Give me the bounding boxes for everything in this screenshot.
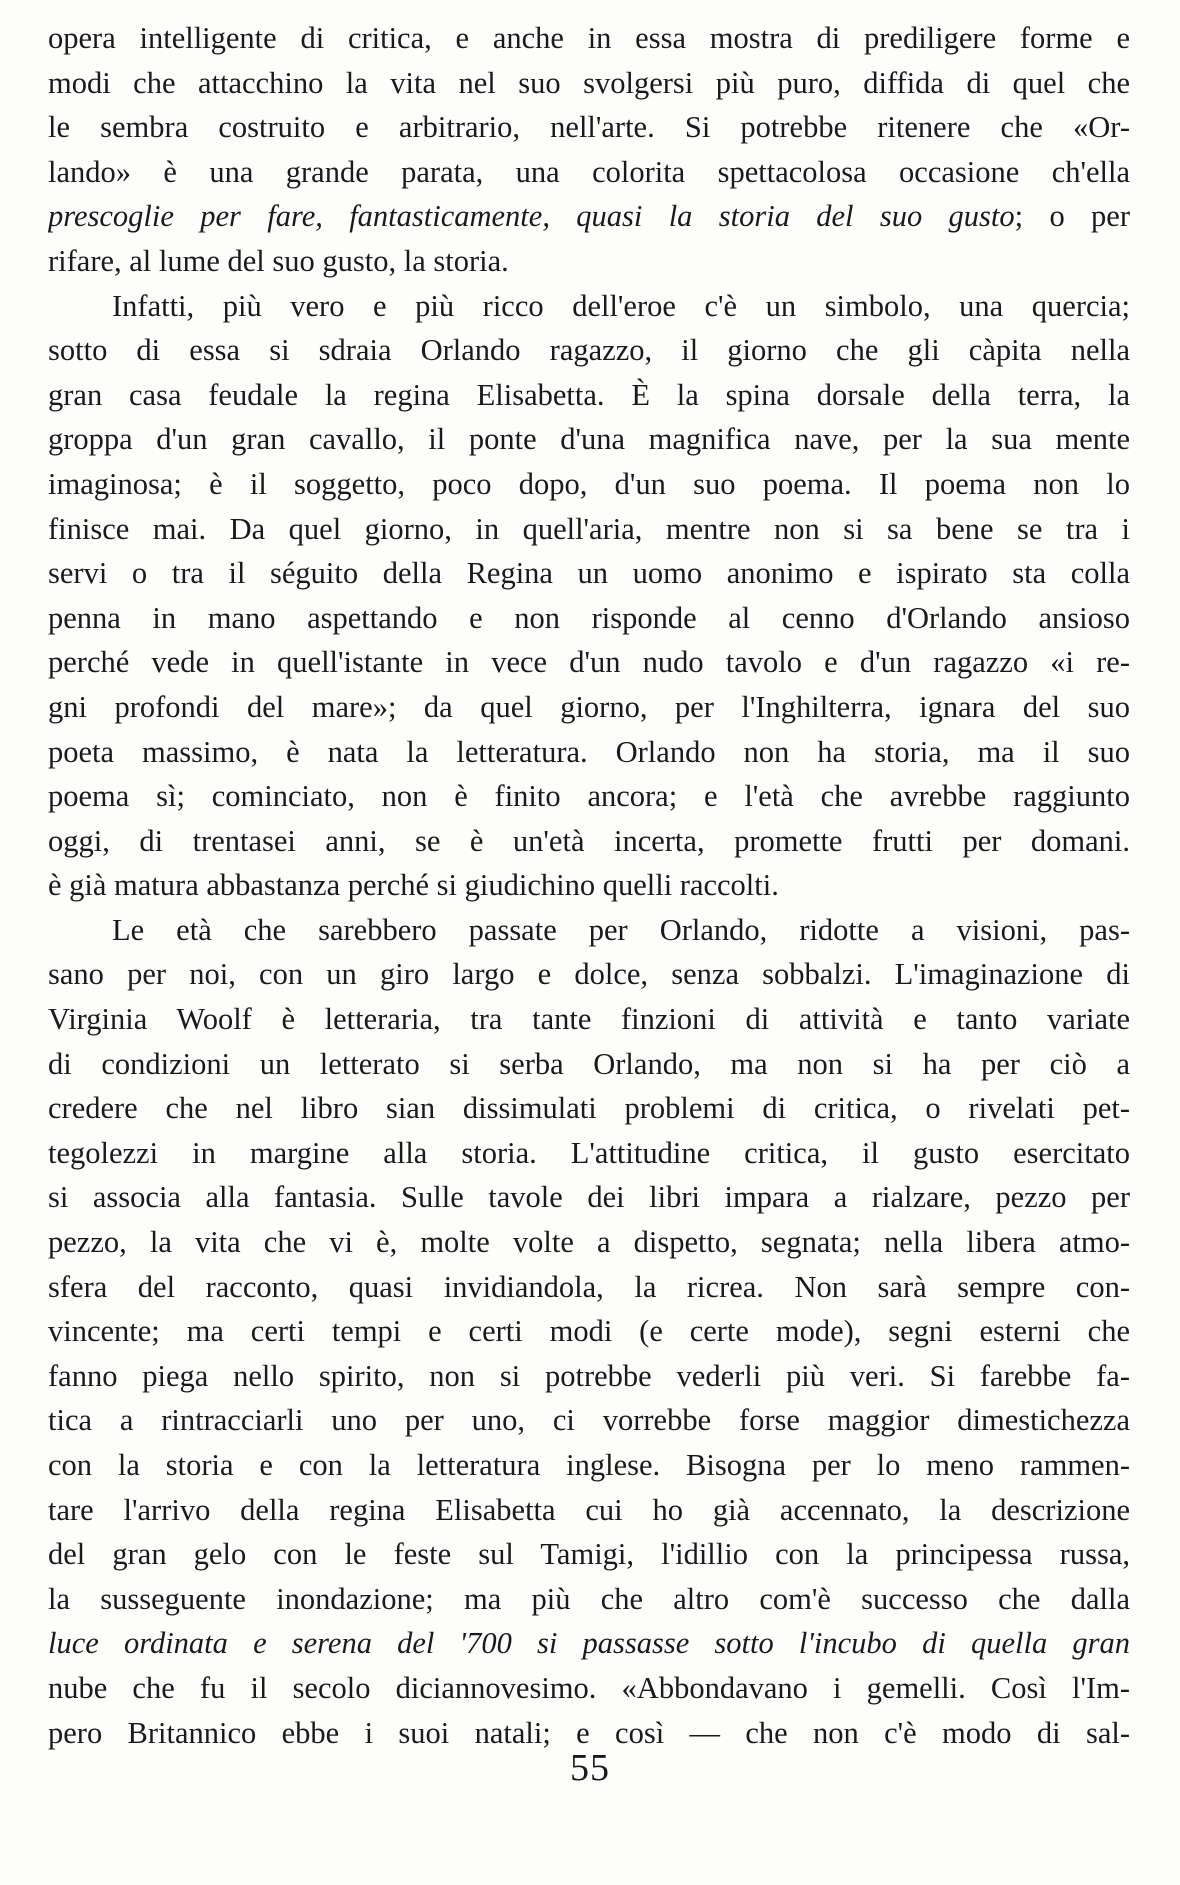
text-line: pezzo, la vita che vi è, molte volte a dispetto, segnata; nella libera atmo-: [48, 1225, 1130, 1260]
text-line: perché vede in quell'istante in vece d'un nudo tavolo e d'un ragazzo «i re-: [48, 645, 1130, 680]
text-line: servi o tra il séguito della Regina un uomo anonimo e ispirato sta colla: [48, 556, 1130, 591]
text-line: tegolezzi in margine alla storia. L'attitudine critica, il gusto esercitato: [48, 1135, 1130, 1170]
text-line: le sembra costruito e arbitrario, nell'arte. Si potrebbe ritenere che «Or-: [48, 110, 1130, 145]
text-line: si associa alla fantasia. Sulle tavole dei libri impara a rialzare, pezzo per: [48, 1180, 1130, 1215]
page-number: 55: [570, 1747, 610, 1789]
italic-phrase: luce ordinata e serena del '700 si passasse sotto l'incubo di quella gran: [48, 1626, 1130, 1661]
text-line: del gran gelo con le feste sul Tamigi, l'idillio con la principessa russa,: [48, 1537, 1130, 1572]
text-line: poeta massimo, è nata la letteratura. Orlando non ha storia, ma il suo: [48, 734, 1130, 769]
text-line: tare l'arrivo della regina Elisabetta cui ho già accennato, la descrizione: [48, 1492, 1130, 1527]
text-line-italic-mixed: [48, 194, 1130, 239]
text-line: credere che nel libro sian dissimulati problemi di critica, o rivelati pet-: [48, 1091, 1130, 1126]
text-line: groppa d'un gran cavallo, il ponte d'una magnifica nave, per la sua mente: [48, 422, 1130, 457]
text-line: di condizioni un letterato si serba Orlando, ma non si ha per ciò a: [48, 1046, 1130, 1081]
text-line: gni profondi del mare»; da quel giorno, per l'Inghilterra, ignara del suo: [48, 689, 1130, 724]
text-line: opera intelligente di critica, e anche in essa mostra di prediligere forme e: [48, 21, 1130, 55]
text-line: sfera del racconto, quasi invidiandola, la ricrea. Non sarà sempre con-: [48, 1269, 1130, 1304]
text-line: sano per noi, con un giro largo e dolce, senza sobbalzi. L'imaginazione di: [48, 957, 1130, 992]
text-line: rifare, al lume del suo gusto, la storia.: [48, 243, 509, 278]
text-line: lando» è una grande parata, una colorita spettacolosa occasione ch'ella: [48, 154, 1130, 189]
text-line: oggi, di trentasei anni, se è un'età incerta, promette frutti per domani.: [48, 823, 1130, 858]
text-line-italic-mixed: [48, 1621, 1130, 1666]
text-line: con la storia e con la letteratura inglese. Bisogna per lo meno rammen-: [48, 1448, 1130, 1482]
text-line: imaginosa; è il soggetto, poco dopo, d'un suo poema. Il poema non lo: [48, 466, 1130, 501]
text-line: Le età che sarebbero passate per Orlando, ridotte a visioni, pas-: [112, 912, 1130, 947]
text-line: poema sì; cominciato, non è finito ancora; e l'età che avrebbe raggiunto: [48, 779, 1130, 814]
text-line: sotto di essa si sdraia Orlando ragazzo, il giorno che gli càpita nella: [48, 333, 1130, 368]
text-line: la susseguente inondazione; ma più che altro com'è successo che dalla: [48, 1581, 1130, 1616]
text-line: gran casa feudale la regina Elisabetta. È la spina dorsale della terra, la: [48, 377, 1130, 412]
italic-phrase: prescoglie per fare, fantasticamente, quasi la storia del suo gusto: [48, 199, 1015, 234]
text-line: pero Britannico ebbe i suoi natali; e così — che non c'è modo di sal-: [48, 1715, 1130, 1750]
text-line: finisce mai. Da quel giorno, in quell'aria, mentre non si sa bene se tra i: [48, 511, 1130, 546]
text-line: nube che fu il secolo diciannovesimo. «Abbondavano i gemelli. Così l'Im-: [48, 1670, 1130, 1705]
body-text: [48, 16, 1130, 1755]
text-line: vincente; ma certi tempi e certi modi (e certe mode), segni esterni che: [48, 1314, 1130, 1349]
text-line: Infatti, più vero e più ricco dell'eroe c'è un simbolo, una quercia;: [112, 288, 1130, 323]
line-post: ; o per: [1014, 199, 1130, 234]
text-line: Virginia Woolf è letteraria, tra tante finzioni di attività e tanto variate: [48, 1002, 1130, 1037]
text-line: tica a rintracciarli uno per uno, ci vorrebbe forse maggior dimestichezza: [48, 1403, 1130, 1438]
text-line: penna in mano aspettando e non risponde al cenno d'Orlando ansioso: [48, 600, 1130, 635]
text-line: modi che attacchino la vita nel suo svolgersi più puro, diffida di quel che: [48, 65, 1130, 100]
text-line: è già matura abbastanza perché si giudichino quelli raccolti.: [48, 868, 779, 903]
text-line: fanno piega nello spirito, non si potrebbe vederli più veri. Si farebbe fa-: [48, 1358, 1130, 1393]
